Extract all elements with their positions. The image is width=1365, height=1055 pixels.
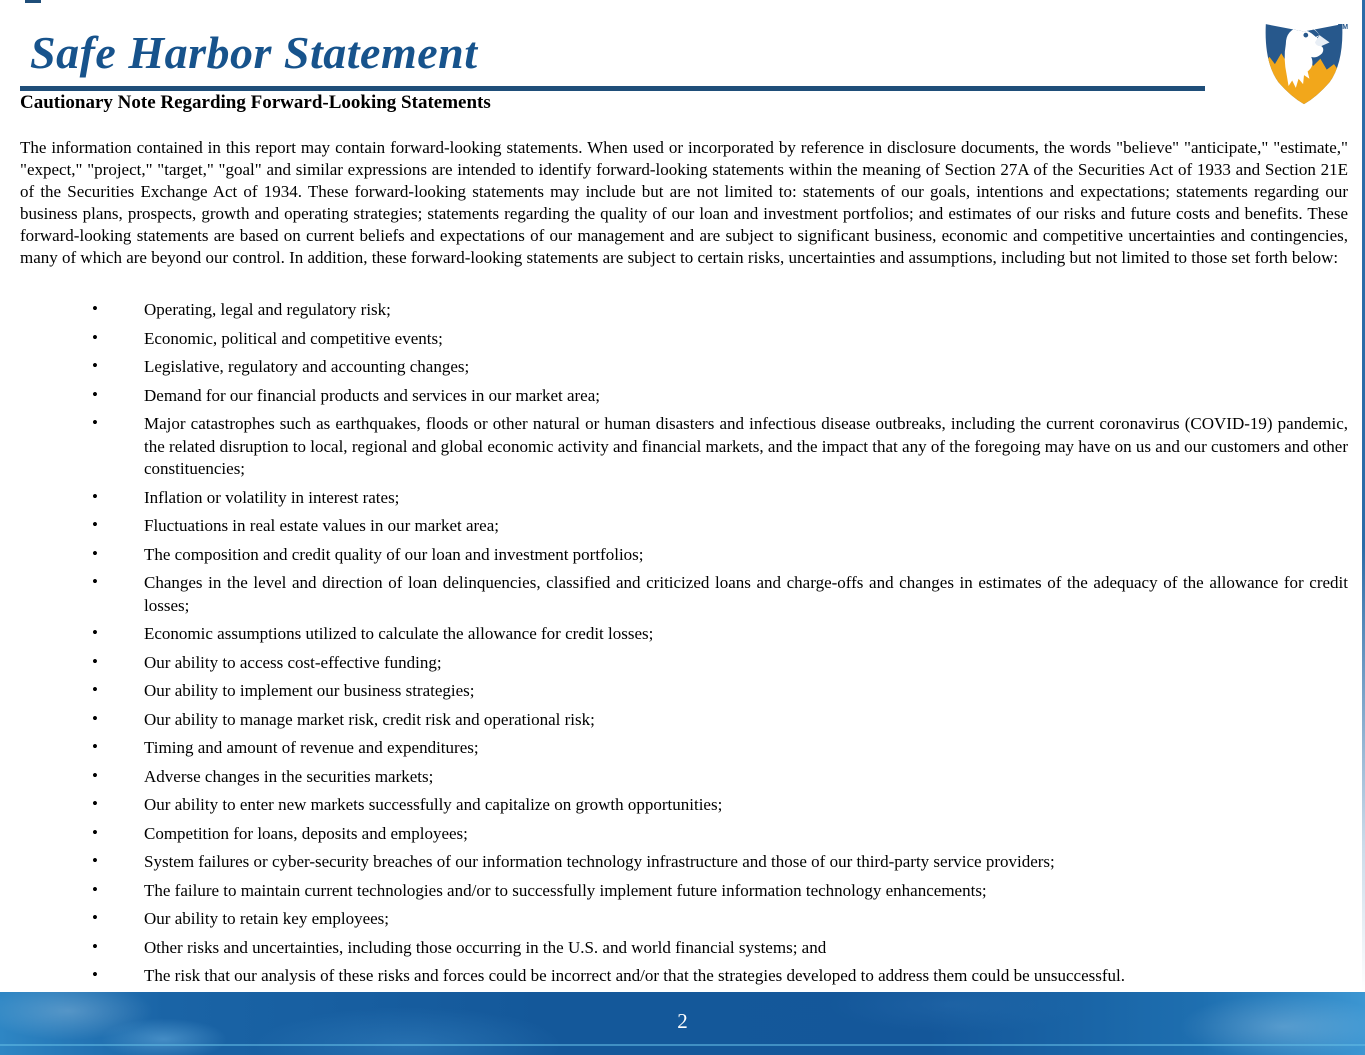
bullet-text: Legislative, regulatory and accounting changes; xyxy=(144,357,470,376)
bullet-icon: • xyxy=(92,908,98,927)
bullet-text: The failure to maintain current technologies and/or to successfully implement future information technology enhancements; xyxy=(144,880,987,900)
bullet-icon: • xyxy=(92,680,98,699)
bullet-text: Economic assumptions utilized to calculate the allowance for credit losses; xyxy=(144,624,654,643)
section-heading: Cautionary Note Regarding Forward-Looking Statements xyxy=(20,92,491,113)
bullet-text: Demand for our financial products and services in our market area; xyxy=(144,385,600,405)
list-item xyxy=(20,937,1348,960)
bullet-text: The risk that our analysis of these risks and forces could be incorrect and/or that the strategies developed to address them could be unsuccessful. xyxy=(144,966,1125,985)
bullet-icon: • xyxy=(92,737,98,756)
list-item xyxy=(20,794,1348,817)
bullet-text: Economic, political and competitive events; xyxy=(144,328,443,348)
bullet-text: Other risks and uncertainties, including those occurring in the U.S. and world financial systems; and xyxy=(144,937,827,957)
list-item xyxy=(20,413,1348,481)
footer-bar xyxy=(0,992,1365,1055)
bullet-text: Major catastrophes such as earthquakes, floods or other natural or human disasters and infectious disease outbreaks, including the current coronavirus (COVID-19) pandemic, the related disruption to local, regional and global economic activity and financial markets, and the impact that any of the foregoing may have on us and our customers and other constituencies; xyxy=(144,414,1348,478)
eagle-shield-icon xyxy=(1258,6,1350,106)
list-item xyxy=(20,544,1348,567)
bullet-text: Competition for loans, deposits and employees; xyxy=(144,823,468,843)
list-item xyxy=(20,652,1348,675)
bullet-text: Our ability to retain key employees; xyxy=(144,909,390,928)
page-number: 2 xyxy=(677,1009,688,1033)
bullet-text: Timing and amount of revenue and expenditures; xyxy=(144,738,479,757)
bullet-icon: • xyxy=(92,794,98,813)
bullet-text: Changes in the level and direction of loan delinquencies, classified and criticized loans and charge-offs and changes in estimates of the adequacy of the allowance for credit losses; xyxy=(144,573,1348,615)
bullet-text: Our ability to implement our business strategies; xyxy=(144,681,475,700)
bullet-icon: • xyxy=(92,851,98,870)
list-item xyxy=(20,328,1348,351)
bullet-icon: • xyxy=(92,708,98,728)
bullet-text: Operating, legal and regulatory risk; xyxy=(144,300,391,319)
bullet-text: The composition and credit quality of our loan and investment portfolios; xyxy=(144,544,644,564)
bullet-icon: • xyxy=(92,572,98,591)
company-logo xyxy=(1258,6,1350,106)
bullet-icon: • xyxy=(92,515,98,534)
list-item xyxy=(20,299,1348,322)
bullet-icon: • xyxy=(92,623,98,642)
list-item xyxy=(20,965,1348,988)
forward-looking-paragraph: The information contained in this report may contain forward-looking statements. When used or incorporated by reference in disclosure documents, the words "believe" "anticipate," "estimate," "expect," "project," "target," "goal" and similar expressions are intended to identify forward-looking statements within the meaning of Section 27A of the Securities Act of 1933 and Section 21E of the Securities Exchange Act of 1934. These forward-looking statements may include but are not limited to: statements of our goals, intentions and expectations; statements regarding our business plans, prospects, growth and operating strategies; statements regarding the quality of our loan and investment portfolios; and estimates of our risks and future costs and benefits. These forward-looking statements are based on current beliefs and expectations of our management and are subject to significant business, economic and competitive uncertainties and contingencies, many of which are beyond our control. In addition, these forward-looking statements are subject to certain risks, uncertainties and assumptions, including but not limited to those set forth below: xyxy=(20,138,1348,267)
risk-list xyxy=(20,299,1348,994)
bullet-icon: • xyxy=(92,879,98,899)
bullet-icon: • xyxy=(92,384,98,404)
bullet-icon: • xyxy=(92,299,98,318)
bullet-icon: • xyxy=(92,413,98,432)
list-item xyxy=(20,487,1348,510)
bullet-icon: • xyxy=(92,356,98,375)
list-item xyxy=(20,880,1348,903)
bullet-icon: • xyxy=(92,965,98,984)
list-item xyxy=(20,515,1348,538)
list-item xyxy=(20,623,1348,646)
list-item xyxy=(20,908,1348,931)
bullet-text: Our ability to enter new markets successfully and capitalize on growth opportunities; xyxy=(144,795,723,814)
list-item xyxy=(20,385,1348,408)
list-item xyxy=(20,356,1348,379)
bullet-icon: • xyxy=(92,822,98,842)
bullet-icon: • xyxy=(92,651,98,671)
bullet-text: System failures or cyber-security breaches of our information technology infrastructure and those of our third-party service providers; xyxy=(144,852,1055,871)
bullet-text: Our ability to manage market risk, credit risk and operational risk; xyxy=(144,709,595,729)
bullet-icon: • xyxy=(92,327,98,347)
list-item xyxy=(20,823,1348,846)
bullet-text: Our ability to access cost-effective funding; xyxy=(144,652,442,672)
list-item xyxy=(20,737,1348,760)
list-item xyxy=(20,680,1348,703)
bullet-text: Inflation or volatility in interest rates; xyxy=(144,487,400,507)
bullet-text: Adverse changes in the securities markets; xyxy=(144,766,434,786)
bullet-icon: • xyxy=(92,765,98,785)
list-item xyxy=(20,766,1348,789)
list-item xyxy=(20,709,1348,732)
title-divider xyxy=(20,86,1205,91)
trademark-symbol: TM xyxy=(1338,24,1349,31)
bullet-icon: • xyxy=(92,936,98,956)
bullet-text: Fluctuations in real estate values in our market area; xyxy=(144,516,499,535)
list-item xyxy=(20,572,1348,617)
bullet-icon: • xyxy=(92,486,98,506)
footer-accent-line xyxy=(0,1044,1365,1046)
list-item xyxy=(20,851,1348,874)
top-edge-accent xyxy=(25,0,41,3)
bullet-icon: • xyxy=(92,543,98,563)
page-title: Safe Harbor Statement xyxy=(30,27,478,78)
